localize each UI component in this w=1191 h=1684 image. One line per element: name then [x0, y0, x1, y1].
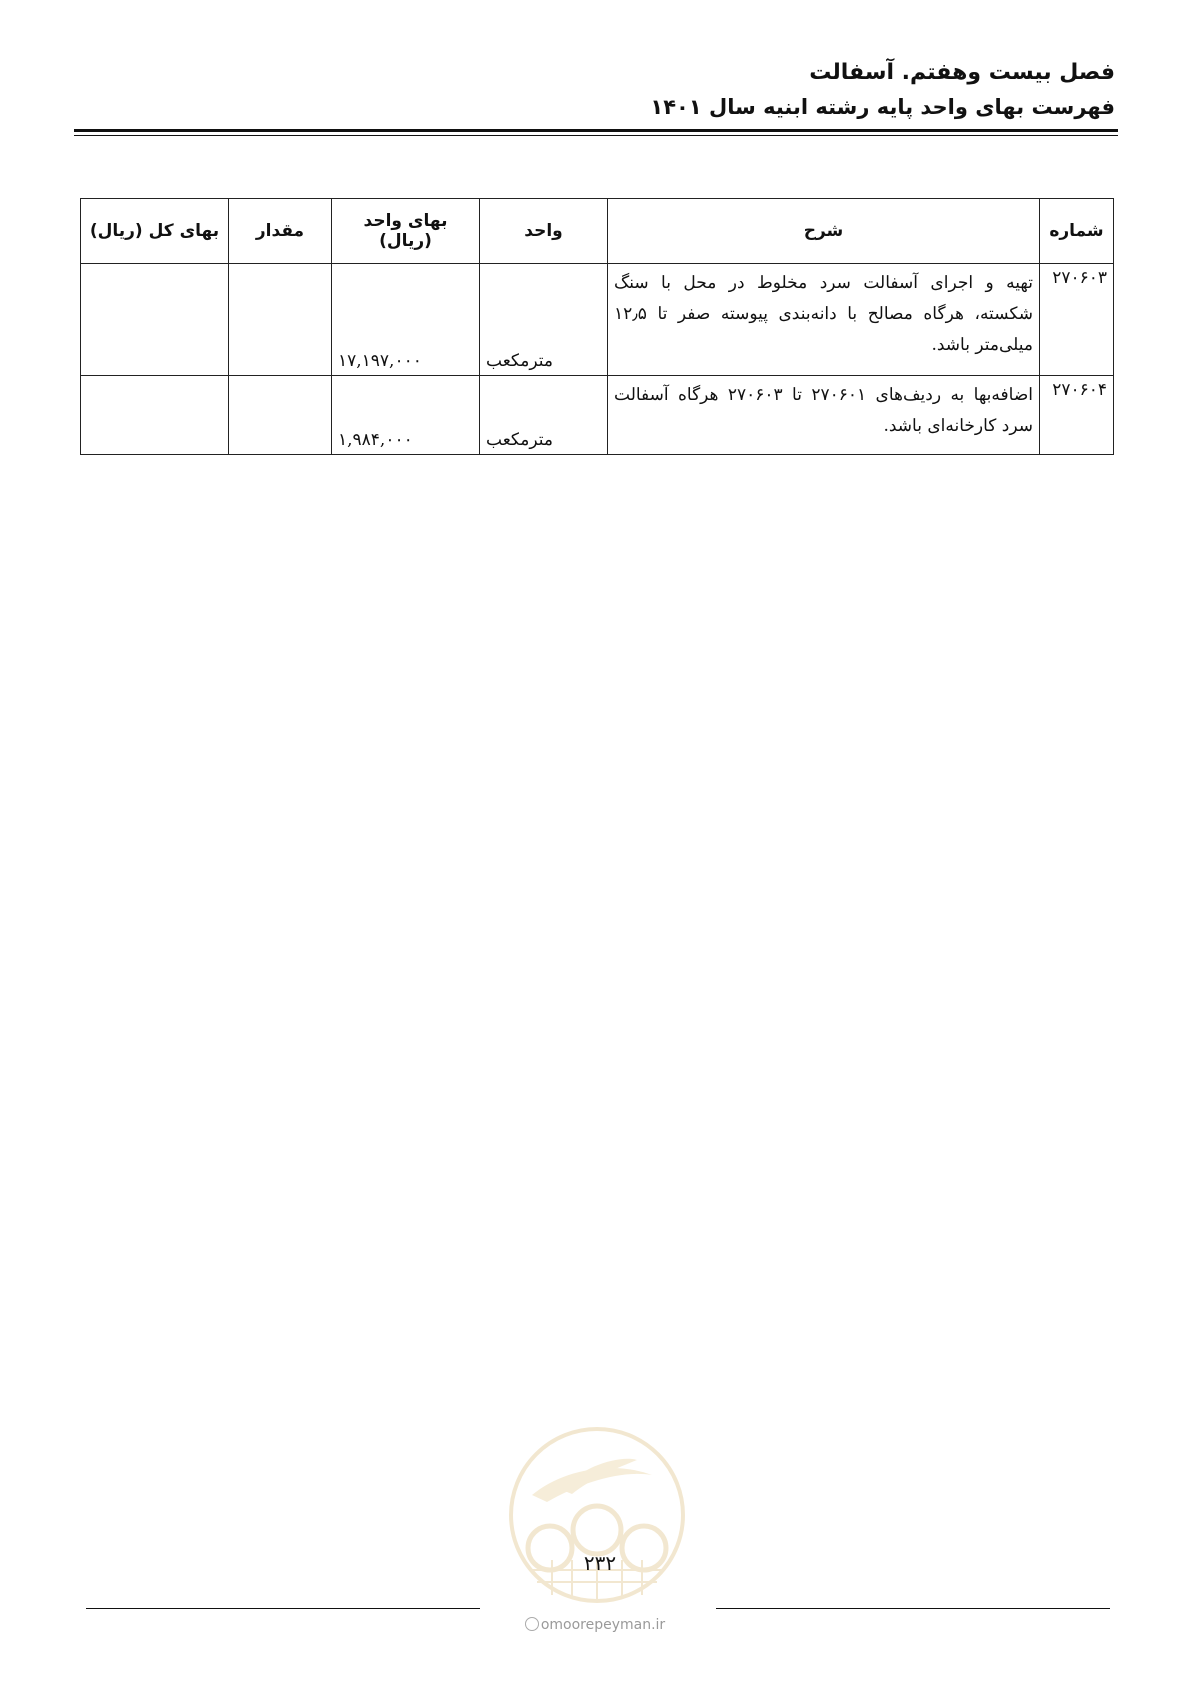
column-header-unit-price: بهای واحد (ریال) [332, 199, 480, 264]
column-header-description: شرح [608, 199, 1040, 264]
row-unit: مترمکعب [480, 264, 608, 376]
footer-rule-left [86, 1608, 480, 1609]
table-header-row [81, 199, 1114, 264]
table-row [81, 376, 1114, 455]
row-quantity [229, 264, 332, 376]
row-quantity [229, 376, 332, 455]
row-unit-price: ۱۷,۱۹۷,۰۰۰ [332, 264, 480, 376]
document-title: فهرست بهای واحد پایه رشته ابنیه سال ۱۴۰۱ [650, 95, 1115, 119]
website-text: omoorepeyman.ir [540, 1617, 666, 1633]
footer-rule-right [716, 1608, 1110, 1609]
website-link[interactable] [500, 1617, 690, 1633]
chapter-title: فصل بیست وهفتم. آسفالت [809, 60, 1115, 85]
column-header-total-price: بهای کل (ریال) [81, 199, 229, 264]
row-description: تهیه و اجرای آسفالت سرد مخلوط در محل با سنگ شکسته، هرگاه مصالح با دانه‌بندی پیوسته صفر تا ۱۲٫۵ میلی‌متر باشد. [608, 264, 1040, 376]
row-total-price [81, 376, 229, 455]
row-unit-price: ۱,۹۸۴,۰۰۰ [332, 376, 480, 455]
column-header-code: شماره [1040, 199, 1114, 264]
row-code: ۲۷۰۶۰۳ [1040, 264, 1114, 376]
header-rule-thin [74, 135, 1118, 136]
price-table [80, 198, 1114, 455]
column-header-unit: واحد [480, 199, 608, 264]
row-unit: مترمکعب [480, 376, 608, 455]
page-header [75, 56, 1115, 124]
row-total-price [81, 264, 229, 376]
column-header-quantity: مقدار [229, 199, 332, 264]
row-description: اضافه‌بها به ردیف‌های ۲۷۰۶۰۱ تا ۲۷۰۶۰۳ هرگاه آسفالت سرد کارخانه‌ای باشد. [608, 376, 1040, 455]
omoorepeyman-logo-icon [502, 1420, 692, 1610]
row-code: ۲۷۰۶۰۴ [1040, 376, 1114, 455]
globe-icon [525, 1617, 539, 1631]
header-rule-thick [74, 129, 1118, 132]
table-row [81, 264, 1114, 376]
page-number: ۲۳۲ [583, 1551, 617, 1575]
